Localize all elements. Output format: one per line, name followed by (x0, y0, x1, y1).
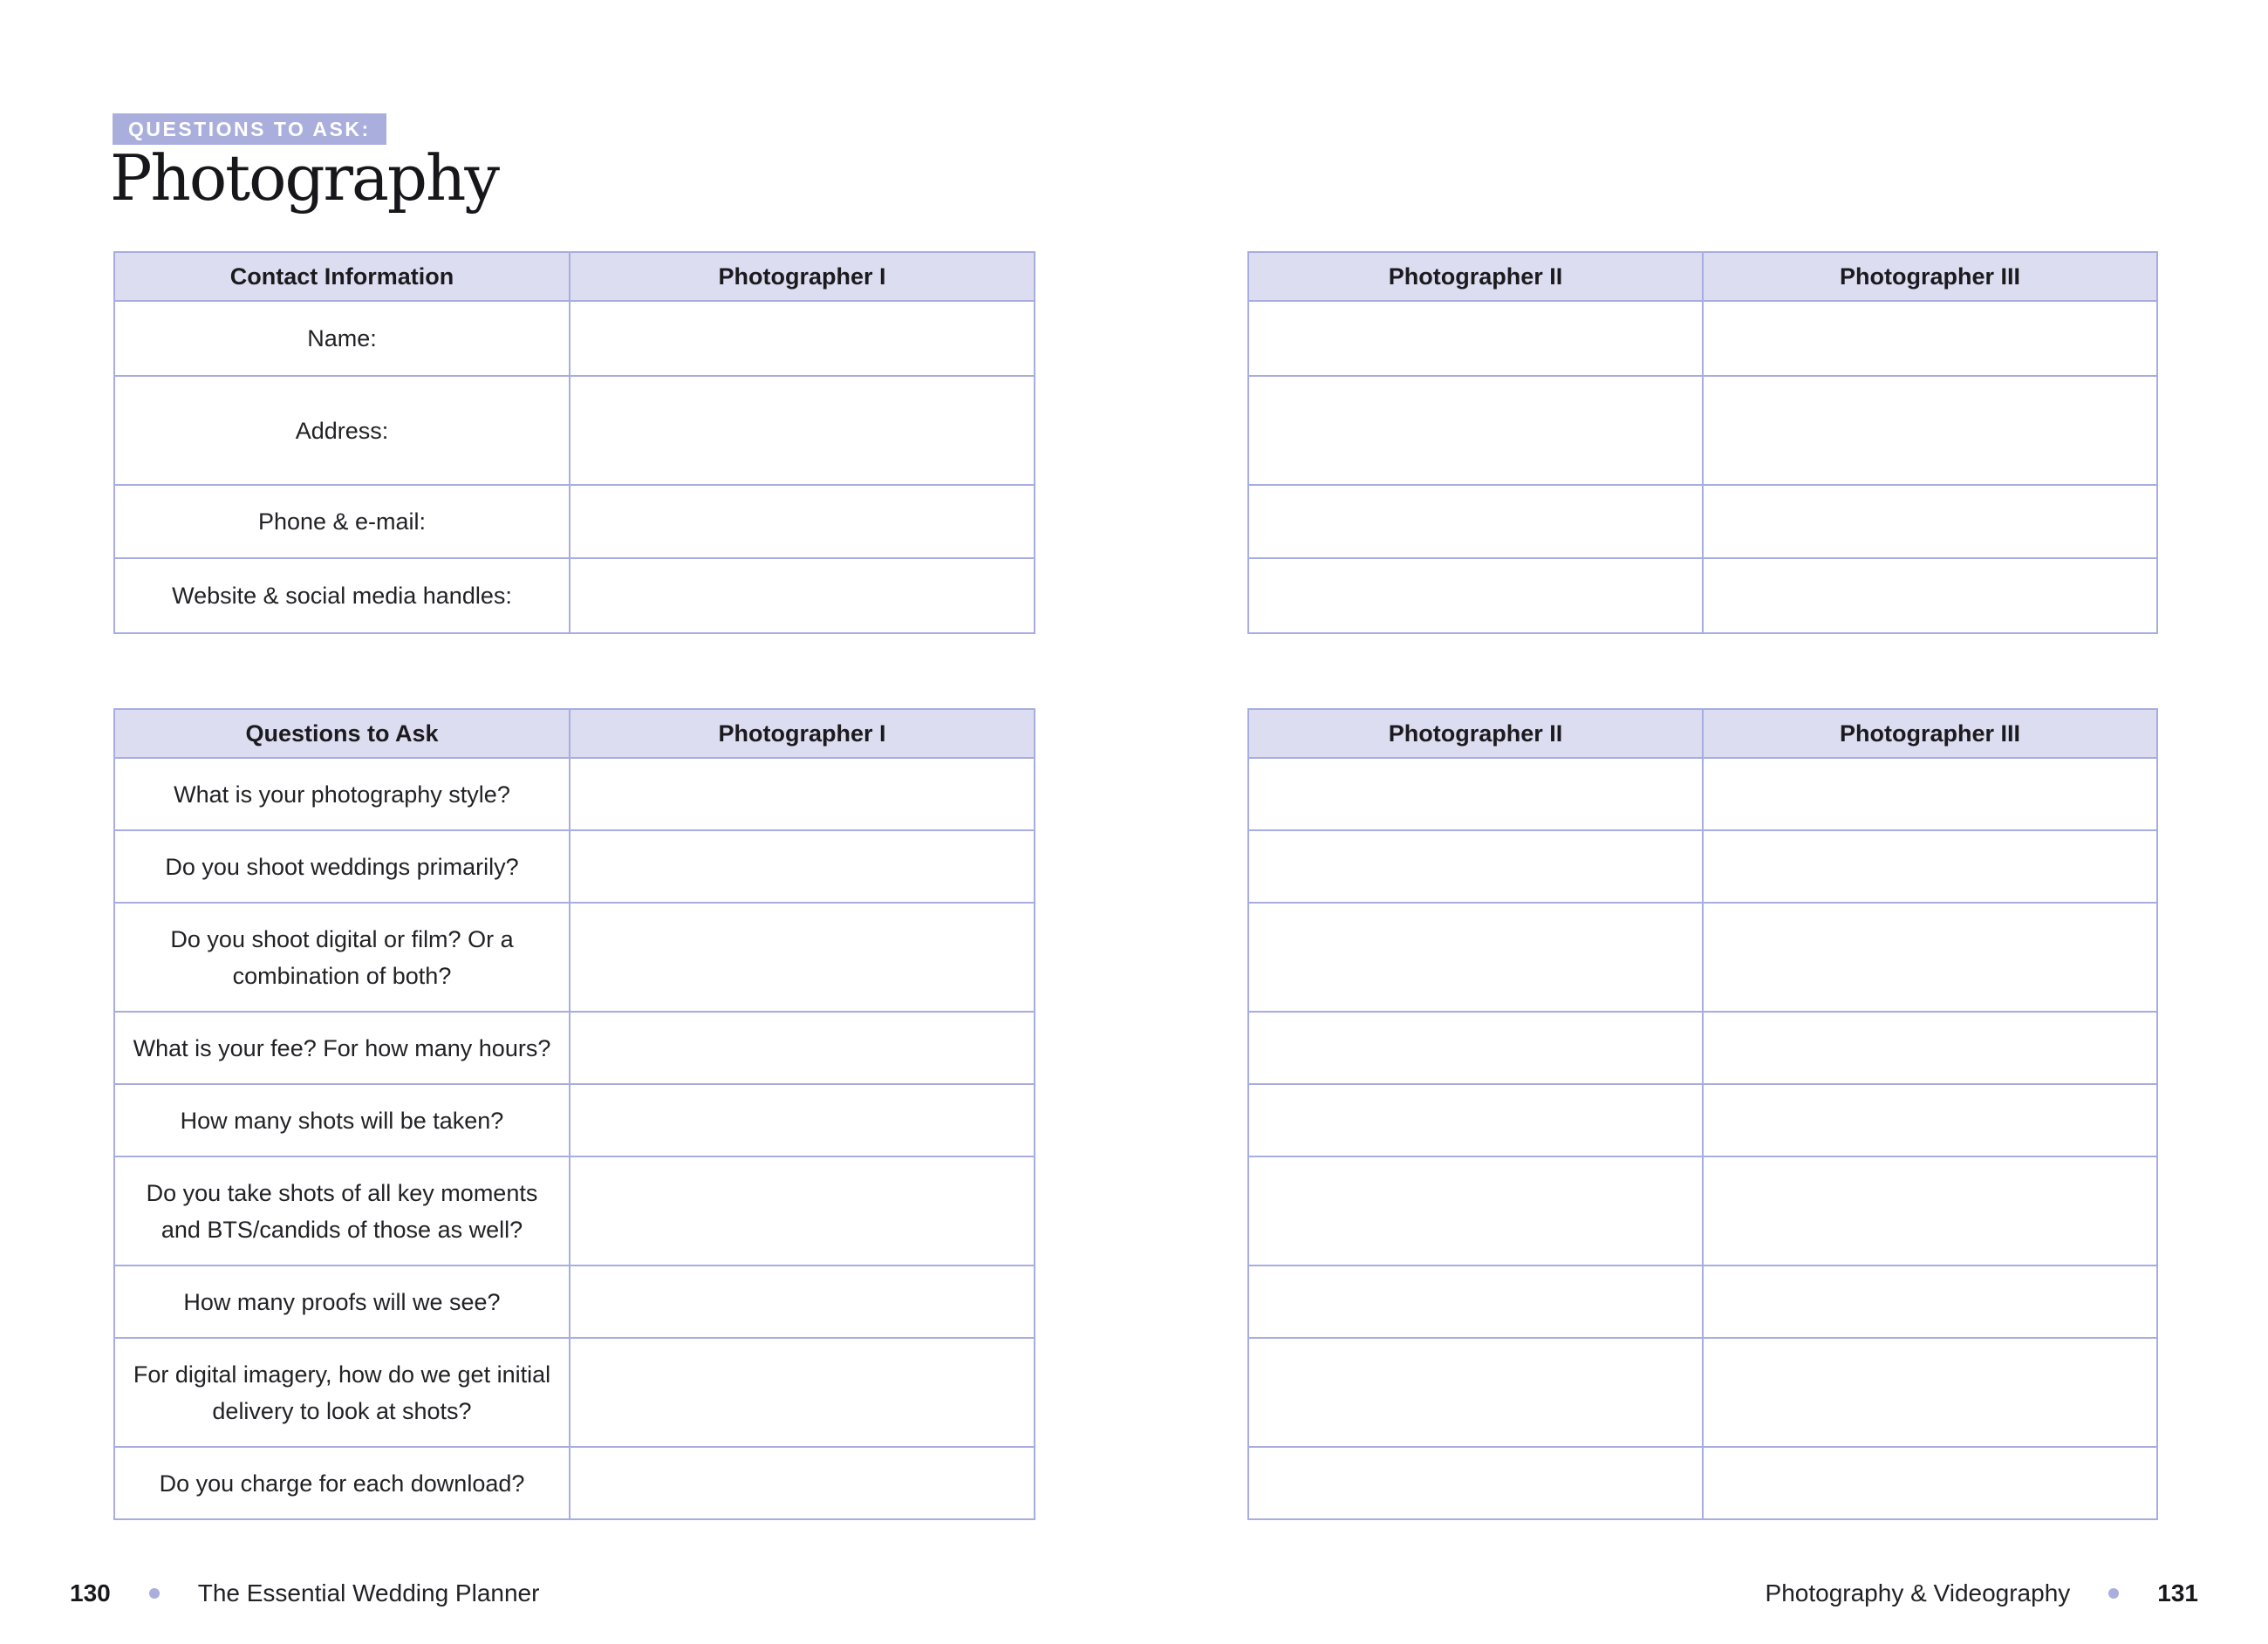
contact-row-label-name: Name: (114, 301, 570, 376)
question-label: Do you take shots of all key moments and BTS/candids of those as well? (114, 1156, 570, 1265)
fill-in-cell[interactable] (570, 376, 1035, 485)
page-title: Photography (110, 141, 499, 215)
questions-table-left (113, 708, 1035, 1520)
contact-row-label-address: Address: (114, 376, 570, 485)
contact-info-header: Contact Information (114, 252, 570, 301)
fill-in-cell[interactable] (1703, 301, 2157, 376)
fill-in-cell[interactable] (1703, 485, 2157, 558)
questions-to-ask-badge: QUESTIONS TO ASK: (113, 113, 386, 145)
fill-in-cell[interactable] (1703, 758, 2157, 830)
fill-in-cell[interactable] (1248, 301, 1703, 376)
fill-in-cell[interactable] (570, 1156, 1035, 1265)
fill-in-cell[interactable] (1703, 1156, 2157, 1265)
question-label: What is your photography style? (114, 758, 570, 830)
fill-in-cell[interactable] (570, 1265, 1035, 1338)
contact-table-right (1247, 251, 2158, 634)
fill-in-cell[interactable] (1248, 1012, 1703, 1084)
fill-in-cell[interactable] (1703, 1338, 2157, 1447)
fill-in-cell[interactable] (1248, 376, 1703, 485)
fill-in-cell[interactable] (1248, 1447, 1703, 1519)
question-label: What is your fee? For how many hours? (114, 1012, 570, 1084)
fill-in-cell[interactable] (1703, 830, 2157, 903)
fill-in-cell[interactable] (570, 1447, 1035, 1519)
question-label: Do you shoot digital or film? Or a combination of both? (114, 903, 570, 1012)
fill-in-cell[interactable] (570, 758, 1035, 830)
chapter-title: Photography & Videography (1765, 1579, 2071, 1606)
page-number-left: 130 (70, 1579, 111, 1606)
fill-in-cell[interactable] (1248, 1084, 1703, 1156)
fill-in-cell[interactable] (570, 558, 1035, 633)
fill-in-cell[interactable] (570, 485, 1035, 558)
fill-in-cell[interactable] (1703, 1447, 2157, 1519)
fill-in-cell[interactable] (1248, 830, 1703, 903)
questions-to-ask-header: Questions to Ask (114, 709, 570, 758)
questions-table-right (1247, 708, 2158, 1520)
photographer-1-header: Photographer I (570, 252, 1035, 301)
footer-dot-icon (149, 1588, 160, 1599)
fill-in-cell[interactable] (1703, 376, 2157, 485)
question-label: How many shots will be taken? (114, 1084, 570, 1156)
footer-left (70, 1575, 539, 1612)
question-label: Do you charge for each download? (114, 1447, 570, 1519)
fill-in-cell[interactable] (1703, 1012, 2157, 1084)
photographer-2-header: Photographer II (1248, 252, 1703, 301)
fill-in-cell[interactable] (570, 301, 1035, 376)
book-title: The Essential Wedding Planner (197, 1579, 540, 1606)
fill-in-cell[interactable] (1248, 558, 1703, 633)
question-label: How many proofs will we see? (114, 1265, 570, 1338)
fill-in-cell[interactable] (1248, 485, 1703, 558)
fill-in-cell[interactable] (570, 1012, 1035, 1084)
photographer-3-header: Photographer III (1703, 709, 2157, 758)
question-label: For digital imagery, how do we get initial delivery to look at shots? (114, 1338, 570, 1447)
fill-in-cell[interactable] (1248, 903, 1703, 1012)
question-label: Do you shoot weddings primarily? (114, 830, 570, 903)
fill-in-cell[interactable] (1703, 1084, 2157, 1156)
photographer-3-header: Photographer III (1703, 252, 2157, 301)
footer-dot-icon (2108, 1588, 2119, 1599)
photographer-2-header: Photographer II (1248, 709, 1703, 758)
contact-row-label-website-social: Website & social media handles: (114, 558, 570, 633)
fill-in-cell[interactable] (1248, 1156, 1703, 1265)
fill-in-cell[interactable] (570, 1084, 1035, 1156)
page-number-right: 131 (2157, 1579, 2198, 1606)
fill-in-cell[interactable] (1703, 558, 2157, 633)
footer-right (1766, 1575, 2198, 1612)
fill-in-cell[interactable] (1248, 758, 1703, 830)
fill-in-cell[interactable] (570, 1338, 1035, 1447)
contact-row-label-phone-email: Phone & e-mail: (114, 485, 570, 558)
fill-in-cell[interactable] (1703, 1265, 2157, 1338)
fill-in-cell[interactable] (570, 903, 1035, 1012)
fill-in-cell[interactable] (1248, 1265, 1703, 1338)
fill-in-cell[interactable] (1248, 1338, 1703, 1447)
fill-in-cell[interactable] (1703, 903, 2157, 1012)
fill-in-cell[interactable] (570, 830, 1035, 903)
photographer-1-header: Photographer I (570, 709, 1035, 758)
contact-table-left (113, 251, 1035, 634)
